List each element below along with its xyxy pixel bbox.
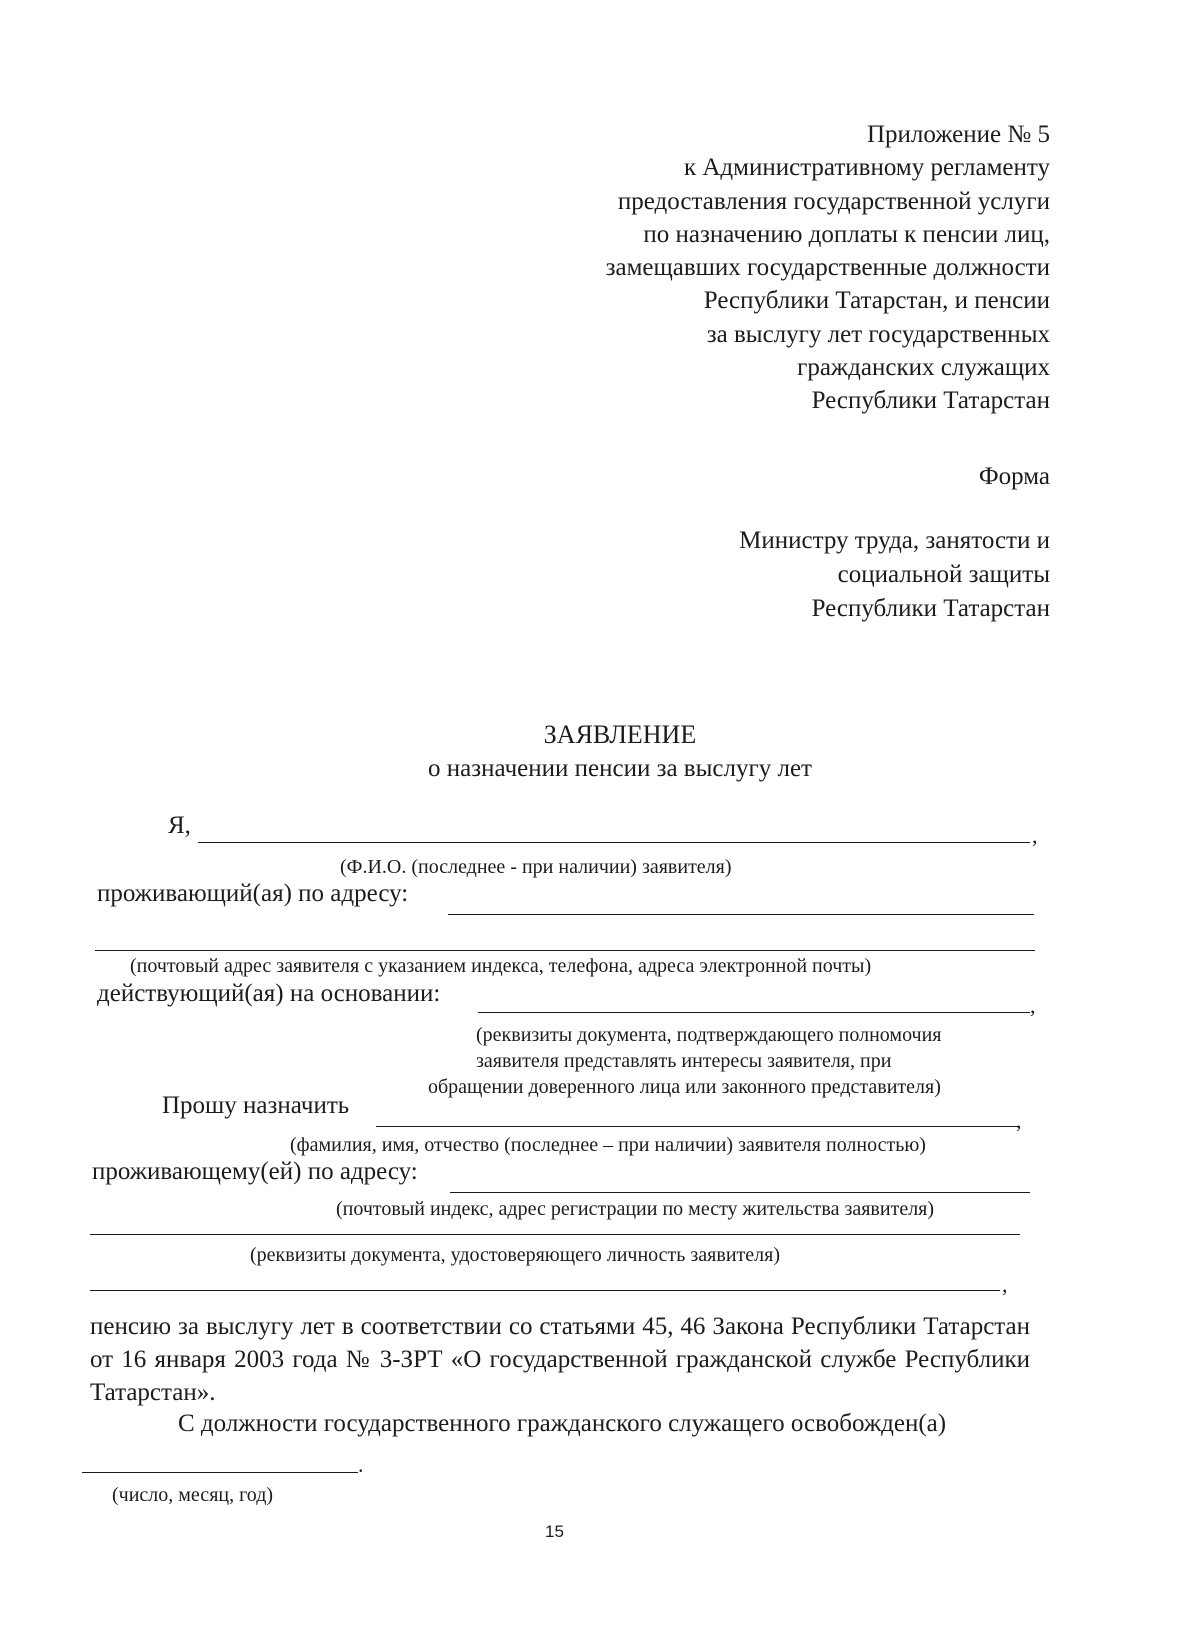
appendix-line: по назначению доплаты к пенсии лиц, [643,220,1050,248]
appendix-line: гражданских служащих [797,354,1050,382]
appendix-line: замещавших государственные должности [605,254,1050,282]
appendix-line: Республики Татарстан, и пенсии [703,287,1050,315]
postal-caption: (почтовый индекс, адрес регистрации по месту жительства заявителя) [336,1198,935,1220]
appendix-line: Республики Татарстан [811,387,1050,415]
fio-input-line[interactable] [198,842,1030,843]
date-caption: (число, месяц, год) [112,1484,274,1506]
release-date-input-line[interactable] [82,1472,358,1473]
document-subtitle: о назначении пенсии за выслугу лет [428,755,812,782]
registration-input-line[interactable] [90,1234,1020,1235]
appendix-line: за выслугу лет государственных [706,320,1050,348]
authority-input-line[interactable] [478,1012,1030,1013]
postal-input-line[interactable] [450,1192,1030,1193]
authority-caption-line: обращении доверенного лица или законного представителя) [428,1076,941,1098]
appendix-line: Приложение № 5 [866,121,1050,148]
appendix-line: предоставления государственной услуги [617,187,1050,215]
fullname-input-line[interactable] [376,1126,1018,1127]
appendix-line: к Административному регламенту [683,154,1050,182]
comma: , [1030,993,1036,1018]
authority-caption-line: (реквизиты документа, подтверждающего полномочия [476,1024,942,1046]
i-label: Я, [168,812,191,839]
page-number: 15 [545,1522,564,1541]
addressee-line: социальной защиты [837,561,1050,588]
request-label: Прошу назначить [162,1092,350,1119]
comma: , [1002,1272,1008,1297]
comma: , [1032,823,1038,848]
release-line: С должности государственного гражданского служащего освобожден(а) [178,1410,947,1437]
acting-label: действующий(ая) на основании: [97,980,441,1007]
comma: , [1016,1108,1022,1133]
document-title: ЗАЯВЛЕНИЕ [543,720,697,749]
id-caption: (реквизиты документа, удостоверяющего личность заявителя) [250,1244,780,1266]
address-input-line[interactable] [448,914,1034,915]
authority-caption-line: заявителя представлять интересы заявителя, при [476,1050,892,1072]
address-input-line-2[interactable] [95,950,1035,951]
residing2-label: проживающему(ей) по адресу: [92,1158,418,1185]
fullname-caption: (фамилия, имя, отчество (последнее – при наличии) заявителя полностью) [290,1134,926,1156]
fio-caption: (Ф.И.О. (последнее - при наличии) заявителя) [340,856,732,878]
appendix-header [606,118,1050,418]
period: . [358,1452,364,1477]
addressee-line: Республики Татарстан [811,595,1050,622]
id-input-line[interactable] [90,1290,1000,1291]
addressee-block [739,524,1050,626]
form-label: Форма [978,463,1050,490]
addressee-line: Министру труда, занятости и [739,527,1050,554]
body-paragraph: пенсию за выслугу лет в соответствии со статьями 45, 46 Закона Республики Татарстан от 16 января 2003 года № 3-ЗРТ «О государственной гражданской службе Республики Татарстан». [90,1313,1030,1406]
residing-label: проживающий(ая) по адресу: [97,880,409,907]
address-caption: (почтовый адрес заявителя с указанием индекса, телефона, адреса электронной почты) [130,955,872,977]
